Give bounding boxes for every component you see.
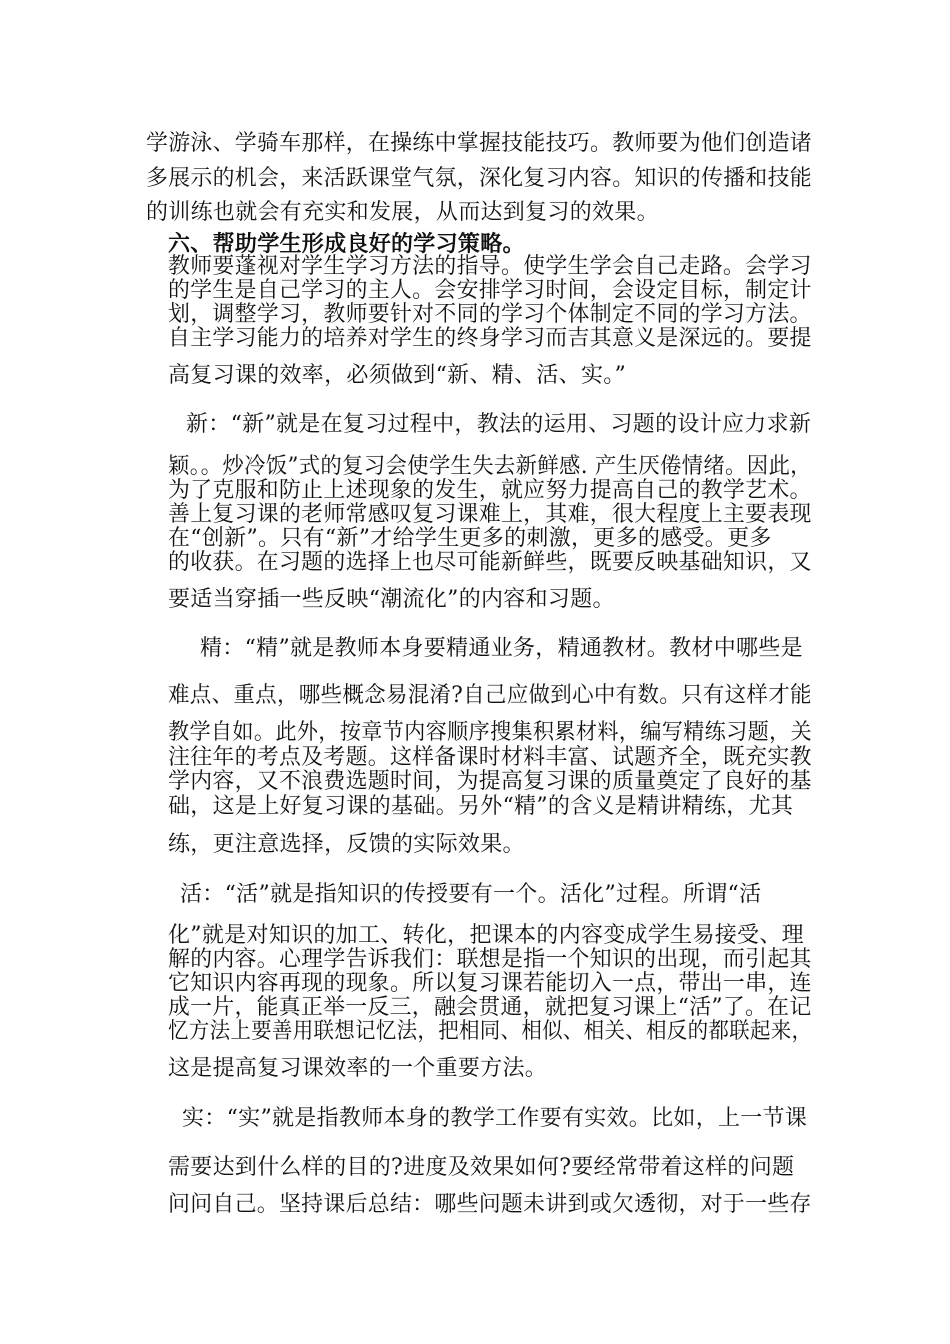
text-line: 注往年的考点及考题。这样备课时材料丰富、试题齐全，既充实教 [168,745,812,770]
text-line: 教师要蓬视对学生学习方法的指导。使学生学会自己走路。会学习 [168,254,812,279]
text-line: 善上复习课的老师常感叹复习课难上，其难，很大程度上主要表现 [168,502,812,527]
paragraph-huo-first-line: 活：“活”就是指知识的传授要有一个。活化”过程。所谓“活 [180,882,762,907]
text-line: 忆方法上要善用联想记忆法，把相同、相似、相关、相反的都联起来， [168,1019,813,1044]
text-line: 高复习课的效率，必须做到“新、精、活、实。” [168,363,627,388]
text-line: 为了克服和防止上述现象的发生，就应努力提高自己的教学艺术。 [168,478,812,503]
text-line: 学游泳、学骑车那样，在操练中掌握技能技巧。教师要为他们创造诸 [146,131,813,156]
text-line: 成一片，能真正举一反三，融会贯通，就把复习课上“活”了。在记 [168,995,812,1020]
text-line: 解的内容。心理学告诉我们：联想是指一个知识的出现，而引起其 [168,947,812,972]
text-line: 的训练也就会有充实和发展，从而达到复习的效果。 [146,200,659,225]
text-line: 教学自如。此外，按章节内容顺序搜集积累材料，编写精练习题，关 [168,720,812,745]
text-line: 颖。。炒冷饭”式的复习会使学生失去新鲜感. 产生厌倦情绪。因此， [168,454,812,479]
text-line: 它知识内容再现的现象。所以复习课若能切入一点，带出一串，连 [168,971,812,996]
text-line: 化”就是对知识的加工、转化，把课本的内容变成学生易接受、理 [168,923,804,948]
text-line: 练，更注意选择，反馈的实际效果。 [168,832,525,857]
text-line: 学内容，又不浪费选题时间，为提高复习课的质量奠定了良好的基 [168,769,812,794]
text-line: 难点、重点，哪些概念易混淆?自己应做到心中有数。只有这样才能 [168,683,812,708]
text-line: 的学生是自己学习的主人。会安排学习时间，会设定目标，制定计 [168,278,812,303]
text-line: 需要达到什么样的目的?进度及效果如何?要经常带着这样的问题 [168,1155,795,1180]
text-line: 问问自己。坚持课后总结：哪些问题未讲到或欠透彻，对于一些存 [168,1192,812,1217]
text-line: 的收获。在习题的选择上也尽可能新鲜些，既要反映基础知识，又 [168,550,812,575]
text-line: 划，调整学习，教师要针对不同的学习个体制定不同的学习方法。 [168,302,812,327]
text-line: 在“创新”。只有“新”才给学生更多的刺激，更多的感受。更多 [168,526,772,551]
text-line: 要适当穿插一些反映“潮流化”的内容和习题。 [168,587,615,612]
paragraph-xin-first-line: 新：“新”就是在复习过程中，教法的运用、习题的设计应力求新 [186,412,812,437]
text-line: 自主学习能力的培养对学生的终身学习而吉其意义是深远的。要提 [168,326,812,351]
text-line: 这是提高复习课效率的一个重要方法。 [168,1056,548,1081]
text-line: 础，这是上好复习课的基础。另外“精”的含义是精讲精练，尤其 [168,794,794,819]
section-heading: 六、帮助学生形成良好的学习策略。 [168,231,525,257]
paragraph-jing-first-line: 精：“精”就是教师本身要精通业务，精通教材。教材中哪些是 [200,636,803,661]
text-line: 多展示的机会，来活跃课堂气氛，深化复习内容。知识的传播和技能 [146,166,813,191]
paragraph-shi-first-line: 实：“实”就是指教师本身的教学工作要有实效。比如，上一节课 [182,1106,808,1131]
